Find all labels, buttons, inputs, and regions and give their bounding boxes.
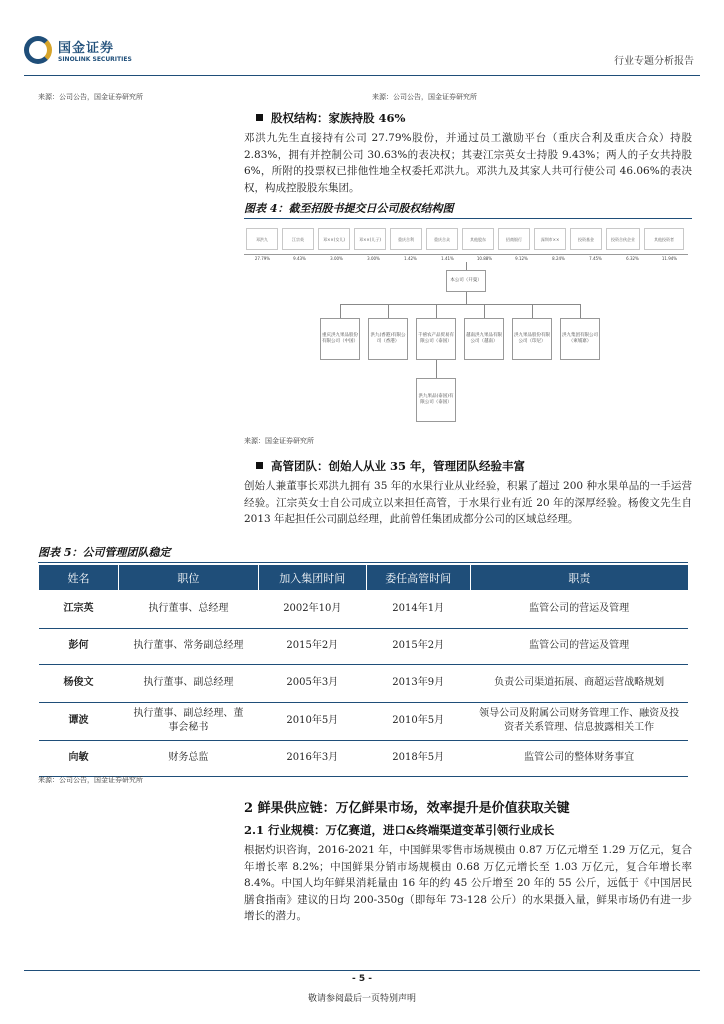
cell-name: 谭波	[39, 702, 119, 740]
cell-position: 执行董事、副总经理	[118, 664, 258, 702]
cell-position: 执行董事、副总经理、董事会秘书	[118, 702, 258, 740]
cell-appoint-date: 2013年9月	[366, 664, 470, 702]
holder-box: 邓××(女儿)	[318, 228, 350, 250]
cell-position: 执行董事、总经理	[118, 590, 258, 628]
cell-position: 财务总监	[118, 740, 258, 776]
holder-percent: 7.45%	[589, 256, 602, 261]
holder-box: 重庆合众	[426, 228, 458, 250]
ownership-heading: 股权结构：家族持股 46%	[256, 110, 405, 126]
cell-appoint-date: 2010年5月	[366, 702, 470, 740]
figure5-title: 图表 5：公司管理团队稳定	[38, 544, 688, 563]
cell-position: 执行董事、常务副总经理	[118, 628, 258, 664]
connector-line	[466, 292, 467, 304]
connector-line	[466, 262, 467, 270]
subsection-title: 2.1 行业规模：万亿赛道，进口&终端渠道变革引领行业成长	[244, 823, 555, 837]
holder-box: 邓××(儿子)	[354, 228, 386, 250]
holder-percent: 11.94%	[661, 256, 678, 261]
holder-percent: 9.12%	[515, 256, 528, 261]
table-row	[39, 740, 689, 776]
subsidiary-node: 洪九果品股份有限公司（印尼）	[512, 318, 552, 360]
holder-percent: 1.41%	[441, 256, 454, 261]
source-fig4: 来源：国金证券研究所	[244, 437, 314, 445]
cell-join-date: 2010年5月	[258, 702, 366, 740]
subsidiary-node: 洪九集团有限公司（柬埔寨）	[560, 318, 600, 360]
holder-box: 投资合伙企业	[606, 228, 640, 250]
table-row	[39, 702, 689, 740]
holder-box: 江宗英	[282, 228, 314, 250]
cell-duty: 负责公司渠道拓展、商超运营战略规划	[470, 664, 688, 702]
figure4-title: 图表 4：截至招股书提交日公司股权结构图	[244, 200, 692, 219]
connector-line	[532, 304, 533, 318]
column-header: 职位	[118, 565, 258, 590]
table-header-row	[39, 565, 689, 590]
holder-box: 重庆合利	[390, 228, 422, 250]
bullet-icon	[256, 114, 263, 121]
company-logo	[24, 36, 132, 64]
subsidiary-node: 重庆洪九果品股份有限公司（中国）	[320, 318, 360, 360]
table-row	[39, 628, 689, 664]
bullet-icon	[256, 462, 263, 469]
connector-line	[340, 304, 341, 318]
connector-line	[436, 360, 437, 378]
ownership-chart	[244, 222, 688, 428]
holder-percent: 3.00%	[330, 256, 343, 261]
holder-box: 邓洪九	[246, 228, 278, 250]
connector-line	[388, 304, 389, 318]
company-node: 本公司（开曼）	[446, 270, 486, 292]
subsidiary-node: 洪九(香港)有限公司（香港）	[368, 318, 408, 360]
holder-percent: 27.79%	[254, 256, 271, 261]
holder-box: 其他投资者	[644, 228, 684, 250]
column-header: 姓名	[39, 565, 119, 590]
cell-join-date: 2016年3月	[258, 740, 366, 776]
column-header: 委任高管时间	[366, 565, 470, 590]
cell-appoint-date: 2018年5月	[366, 740, 470, 776]
connector-line	[340, 304, 580, 305]
cell-join-date: 2005年3月	[258, 664, 366, 702]
holder-percent: 6.32%	[626, 256, 639, 261]
management-paragraph: 创始人兼董事长邓洪九拥有 35 年的水果行业从业经验，积累了超过 200 种水果单品的一手运营经验。江宗英女士自公司成立以来担任高管，于水果行业有近 20 年的深厚经验。杨俊文先生自 2013 年起担任公司副总经理，此前曾任集团成都分公司的区域总经理。	[244, 480, 692, 525]
connector-line	[484, 304, 485, 318]
disclaimer-note: 敬请参阅最后一页特别声明	[307, 994, 416, 1004]
logo-icon	[24, 36, 52, 64]
holder-box: 其他股东	[462, 228, 494, 250]
cell-duty: 领导公司及附属公司财务管理工作、融资及投资者关系管理、信息披露相关工作	[470, 702, 688, 740]
cell-name: 向敏	[39, 740, 119, 776]
cell-appoint-date: 2014年1月	[366, 590, 470, 628]
cell-duty: 监管公司的营运及管理	[470, 628, 688, 664]
holder-percent: 1.42%	[404, 256, 417, 261]
percentage-strip	[244, 254, 688, 262]
section-title: 2 鲜果供应链：万亿鲜果市场，效率提升是价值获取关键	[244, 801, 570, 816]
section2-paragraph: 根据灼识咨询，2016-2021 年，中国鲜果零售市场规模由 0.87 万亿元增至 1.29 万亿元，复合年增长率 8.2%；中国鲜果分销市场规模由 0.68 万亿元增长至 1.03 万亿元，复合年增长率 8.4%。中国人均年鲜果消耗量由 16 年的约 45 公斤增至 20 年的 55 公斤，远低于《中国居民膳食指南》建议的日均 200-350g（即每年 73-128 公斤）的水果摄入量，鲜果市场仍有进一步增长的潜力。	[244, 844, 692, 922]
subsidiary-node: 越南洪九果品有限公司（越南）	[464, 318, 504, 360]
logo-cn: 国金证券	[58, 41, 115, 56]
page-header	[24, 36, 700, 76]
connector-line	[580, 304, 581, 318]
cell-duty: 监管公司的营运及管理	[470, 590, 688, 628]
source-top-right: 来源：公司公告，国金证券研究所	[372, 93, 477, 101]
column-header: 加入集团时间	[258, 565, 366, 590]
report-type: 行业专题分析报告	[614, 56, 694, 67]
page-number: - 5 -	[352, 974, 372, 984]
cell-name: 彭何	[39, 628, 119, 664]
holder-percent: 10.88%	[476, 256, 493, 261]
cell-name: 杨俊文	[39, 664, 119, 702]
cell-appoint-date: 2015年2月	[366, 628, 470, 664]
holder-box: 投资基金	[570, 228, 602, 250]
sub-subsidiary-node: 洪九果品(泰国)有限公司（泰国）	[416, 378, 456, 422]
column-header: 职责	[470, 565, 688, 590]
footer-divider	[24, 970, 700, 971]
holder-percent: 9.43%	[293, 256, 306, 261]
cell-join-date: 2002年10月	[258, 590, 366, 628]
cell-name: 江宗英	[39, 590, 119, 628]
cell-join-date: 2015年2月	[258, 628, 366, 664]
management-table	[38, 565, 688, 777]
holder-box: 深圳市××	[534, 228, 566, 250]
logo-en: SINOLINK SECURITIES	[58, 56, 132, 63]
cell-duty: 监管公司的整体财务事宜	[470, 740, 688, 776]
management-heading: 高管团队：创始人从业 35 年，管理团队经验丰富	[256, 458, 525, 474]
connector-line	[436, 304, 437, 318]
table-row	[39, 590, 689, 628]
source-fig5: 来源：公司公告，国金证券研究所	[38, 776, 143, 784]
subsidiary-node: 千禧农产品贸易有限公司（泰国）	[416, 318, 456, 360]
table-row	[39, 664, 689, 702]
source-top-left: 来源：公司公告，国金证券研究所	[38, 93, 143, 101]
holder-percent: 3.00%	[367, 256, 380, 261]
holder-percent: 8.24%	[552, 256, 565, 261]
holder-box: 招商银行	[498, 228, 530, 250]
ownership-paragraph: 邓洪九先生直接持有公司 27.79%股份，并通过员工激励平台（重庆合利及重庆合众）持股 2.83%，拥有并控制公司 30.63%的表决权；其妻江宗英女士持股 9.43%；两人的子女共持股 6%，所附的投票权已排他性地全权委托邓洪九。邓洪九及其家人共可行使公司 46.06%的表决权，构成控股股东集团。	[244, 132, 692, 194]
